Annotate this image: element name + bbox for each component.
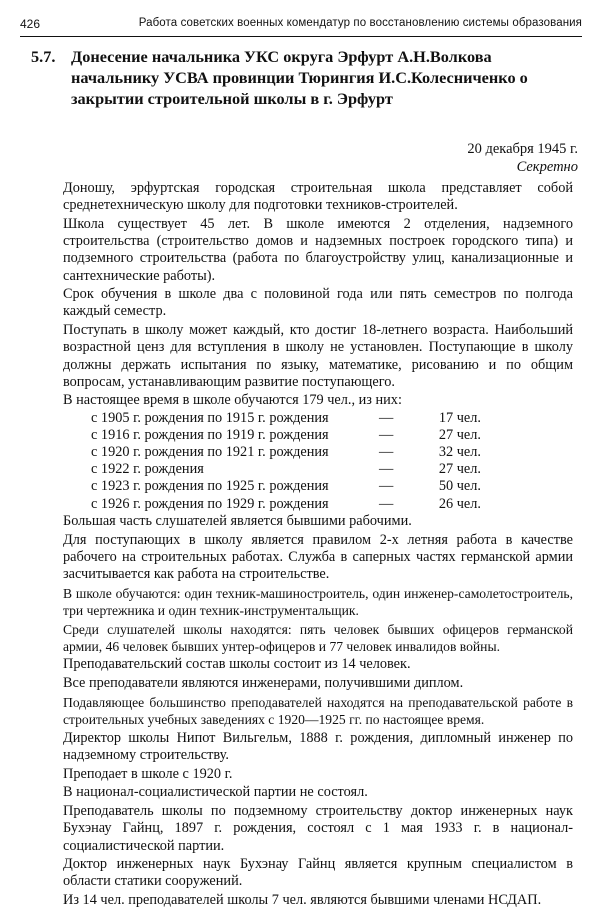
paragraph: В настоящее время в школе обучаются 179 чел., из них: — [63, 392, 402, 409]
paragraph: Преподаватель школы по подземному строительству доктор инженерных наук Бухэнау Гайнц, 1897 г. рождения, состоял с 1 мая 1933 г. в национал-социалистической партии. — [63, 803, 573, 854]
document-title — [31, 46, 576, 109]
paragraph: Среди слушателей школы находятся: пять человек бывших офицеров германской армии, 46 человек бывших унтер-офицеров и 77 человек инвалидов войны. — [63, 621, 573, 654]
running-head: Работа советских военных комендатур по восстановлению системы образования — [138, 17, 582, 29]
dash: — — [379, 461, 394, 478]
page-number: 426 — [20, 17, 41, 31]
birth-period: с 1922 г. рождения — [91, 461, 204, 478]
birth-group-row — [91, 410, 573, 427]
paragraph: В национал-социалистической партии не состоял. — [63, 784, 368, 801]
birth-period: с 1923 г. рождения по 1925 г. рождения — [91, 478, 329, 495]
document-date: 20 декабря 1945 г. — [467, 141, 578, 157]
paragraph: В школе обучаются: один техник-машиностроитель, один инженер-самолетостроитель, три чертежника и один техник-инструментальщик. — [63, 585, 573, 618]
dash: — — [379, 444, 394, 461]
date-block — [467, 140, 578, 176]
paragraph: Срок обучения в школе два с половиной года или пять семестров по полгода каждый семестр. — [63, 286, 573, 320]
dash: — — [379, 495, 394, 512]
student-count: 17 чел. — [438, 409, 481, 426]
document-number: 5.7. — [31, 47, 56, 66]
paragraph: Школа существует 45 лет. В школе имеются 2 отделения, надземного строительства (строительство домов и надземных построек городского типа) и подземного строительства (работа по благоустройству улиц, канализационные и сантехнические работы). — [63, 215, 573, 284]
paragraph: Преподавательский состав школы состоит из 14 человек. — [63, 656, 411, 673]
birth-groups-list — [91, 410, 573, 513]
paragraph: Большая часть слушателей является бывшими рабочими. — [63, 512, 412, 529]
paragraph: Доношу, эрфуртская городская строительная школа представляет собой среднетехническую школу для подготовки техников-строителей. — [63, 180, 573, 214]
birth-group-row — [91, 478, 573, 495]
student-count: 27 чел. — [438, 461, 481, 478]
birth-period: с 1916 г. рождения по 1919 г. рождения — [91, 426, 329, 443]
student-count: 26 чел. — [438, 495, 481, 512]
paragraph: Все преподаватели являются инженерами, получившими диплом. — [63, 675, 464, 692]
dash: — — [379, 426, 394, 443]
birth-group-row — [91, 461, 573, 478]
paragraph: Директор школы Нипот Вильгельм, 1888 г. рождения, дипломный инженер по надземному строительству. — [63, 729, 573, 763]
dash: — — [379, 478, 394, 495]
paragraph: Подавляющее большинство преподавателей находятся на преподавательской работе в строительных учебных заведениях с 1920—1925 гг. по настоящее время. — [63, 694, 573, 728]
birth-period: с 1926 г. рождения по 1929 г. рождения — [91, 495, 329, 512]
classification-mark: Секретно — [516, 159, 578, 175]
paragraph: Поступать в школу может каждый, кто достиг 18-летнего возраста. Наибольший возрастной ценз для вступления в школу не установлен. Поступающие в школу должны держать испытания по языку, математике, рисованию и по общим вопросам, устанавливающим развитие поступающего. — [63, 322, 573, 390]
paragraph: Для поступающих в школу является правилом 2-х летняя работа в качестве рабочего на строительных работах. Служба в саперных частях германской армии засчитывается как работа на строительстве. — [63, 531, 573, 582]
birth-group-row — [91, 496, 573, 513]
running-header — [20, 14, 582, 37]
document-body — [63, 180, 573, 909]
document-title-text: Донесение начальника УКС округа Эрфурт А.Н.Волкова начальнику УСВА провинции Тюрингия И.С.Колесниченко о закрытии строительной школы в г. Эрфурт — [71, 47, 528, 108]
student-count: 32 чел. — [438, 444, 481, 461]
paragraph: Из 14 чел. преподавателей школы 7 чел. являются бывшими членами НСДАП. — [63, 892, 542, 909]
birth-group-row — [91, 427, 573, 444]
student-count: 50 чел. — [438, 478, 481, 495]
birth-period: с 1920 г. рождения по 1921 г. рождения — [91, 444, 329, 461]
birth-group-row — [91, 444, 573, 461]
paragraph: Доктор инженерных наук Бухэнау Гайнц является крупным специалистом в области статики сооружений. — [63, 856, 573, 890]
birth-period: с 1905 г. рождения по 1915 г. рождения — [91, 409, 329, 426]
student-count: 27 чел. — [438, 426, 481, 443]
paragraph: Преподает в школе с 1920 г. — [63, 765, 233, 782]
dash: — — [379, 409, 394, 426]
